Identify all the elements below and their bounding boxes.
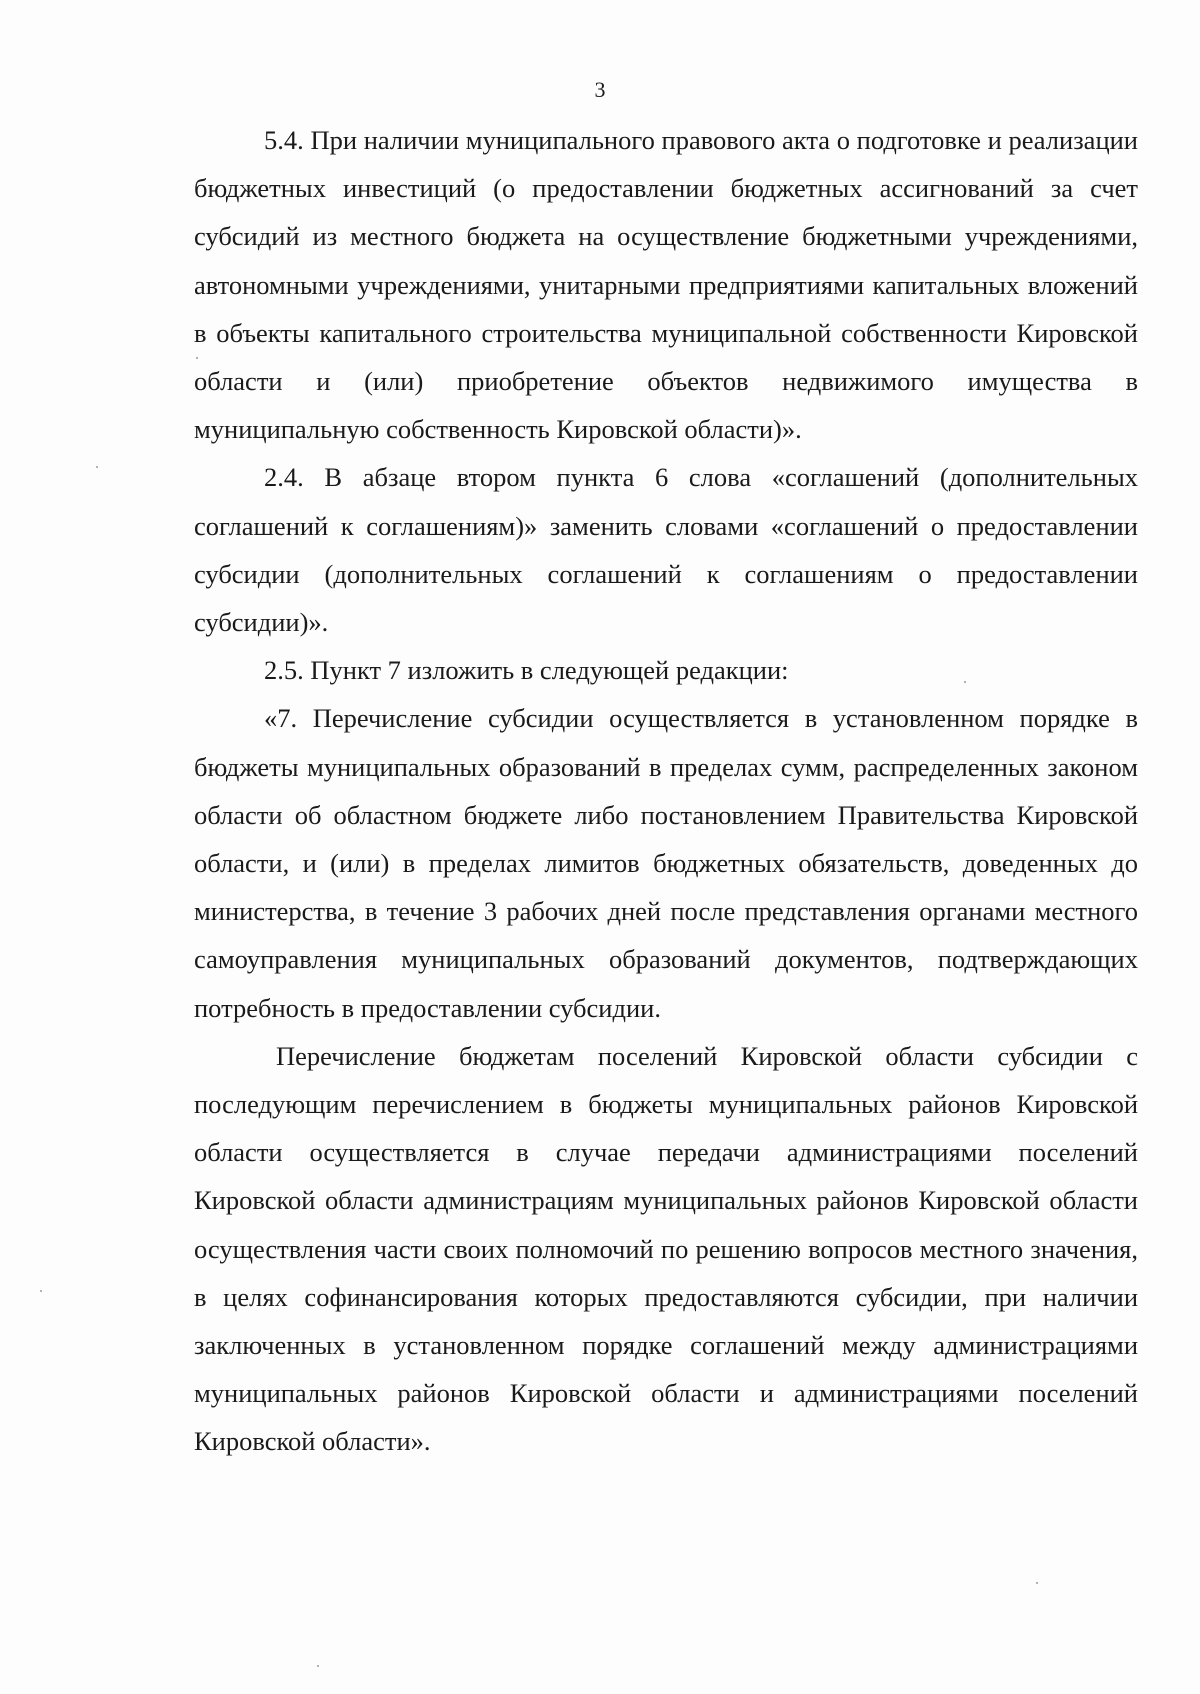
paragraph-2-5: 2.5. Пункт 7 изложить в следующей редакции: xyxy=(264,655,789,686)
scan-speck xyxy=(96,466,98,468)
scan-speck xyxy=(40,1290,42,1292)
paragraph-item-7: «7. Перечисление субсидии осуществляется в установленном порядке в бюджеты муниципальных образований в пределах сумм, распределенных законом области об областном бюджете либо постановлением Правительства Кировской области, и (или) в пределах лимитов бюджетных обязательств, доведенных до министерства, в течение 3 рабочих дней после представления органами местного самоуправления муниципальных образований документов, подтверждающих потребность в предоставлении субсидии. xyxy=(194,703,1138,1023)
scan-speck xyxy=(317,1665,319,1667)
scan-speck xyxy=(196,357,198,359)
scan-speck xyxy=(1036,1582,1038,1584)
paragraph-transfer-settlements: Перечисление бюджетам поселений Кировской области субсидии с последующим перечислением в бюджеты муниципальных районов Кировской области осуществляется в случае передачи администрациями поселений Кировской области администрациям муниципальных районов Кировской области осуществления части своих полномочий по решению вопросов местного значения, в целях софинансирования которых предоставляются субсидии, при наличии заключенных в установленном порядке соглашений между администрациями муниципальных районов Кировской области и администрациями поселений Кировской области». xyxy=(194,1040,1138,1457)
scan-speck xyxy=(964,681,966,683)
paragraph-5-4: 5.4. При наличии муниципального правового акта о подготовке и реализации бюджетных инвестиций (о предоставлении бюджетных ассигнований за счет субсидий из местного бюджета на осуществление бюджетными учреждениями, автономными учреждениями, унитарными предприятиями капитальных вложений в объекты капитального строительства муниципальной собственности Кировской области и (или) приобретение объектов недвижимого имущества в муниципальную собственность Кировской области)». xyxy=(194,125,1138,445)
document-body xyxy=(194,116,1138,1466)
page-number: 3 xyxy=(594,77,606,102)
paragraph-2-4: 2.4. В абзаце втором пункта 6 слова «соглашений (дополнительных соглашений к соглашениям)» заменить словами «соглашений о предоставлении субсидии (дополнительных соглашений к соглашениям о предоставлении субсидии)». xyxy=(194,462,1138,638)
